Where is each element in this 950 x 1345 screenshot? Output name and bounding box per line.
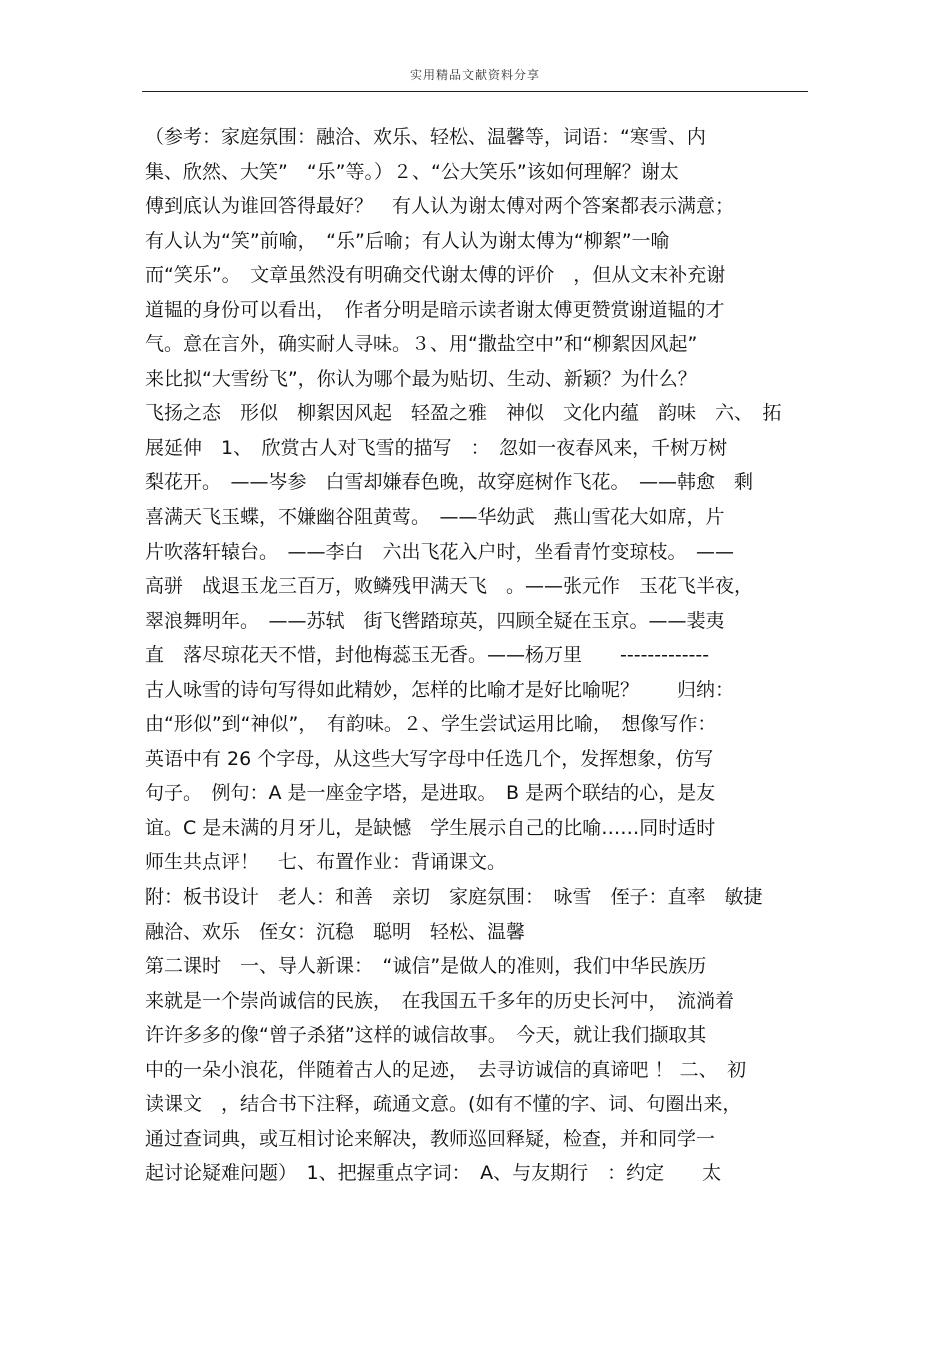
text-line: 而“笑乐”。 文章虽然没有明确交代谢太傅的评价 ，但从文末补充谢 bbox=[145, 264, 726, 287]
text-line: 起讨论疑难问题） 1、把握重点字词： A、与友期行 ：约定 太 bbox=[145, 1162, 722, 1185]
text-line: 古人咏雪的诗句写得如此精妙，怎样的比喻才是好比喻呢？ 归纳： bbox=[145, 678, 735, 701]
text-line: 来就是一个崇尚诚信的民族， 在我国五千多年的历史长河中， 流淌着 bbox=[145, 989, 735, 1012]
text-line: 傅到底认为谁回答得最好？ 有人认为谢太傅对两个答案都表示满意； bbox=[145, 195, 735, 218]
text-line: 片吹落轩辕台。 ——李白 六出飞花入户时，坐看青竹变琼枝。 —— bbox=[145, 540, 735, 563]
text-line: 气。意在言外，确实耐人寻味。３、用“撒盐空中”和“柳絮因风起” bbox=[145, 333, 698, 356]
text-line: 中的一朵小浪花，伴随着古人的足迹， 去寻访诚信的真谛吧 ！ 二、 初 bbox=[145, 1058, 747, 1081]
text-line: 飞扬之态 形似 柳絮因风起 轻盈之雅 神似 文化内蕴 韵味 六、 拓 bbox=[145, 402, 782, 425]
text-line: 有人认为“笑”前喻， “乐”后喻；有人认为谢太傅为“柳絮”一喻 bbox=[145, 229, 670, 252]
text-line: 读课文 ，结合书下注释，疏通文意。(如有不懂的字、词、句圈出来， bbox=[145, 1093, 742, 1116]
text-line: 梨花开。 ——岑参 白雪却嫌春色晚，故穿庭树作飞花。 ——韩愈 剩 bbox=[145, 471, 754, 494]
text-line: （参考：家庭氛围：融洽、欢乐、轻松、温馨等，词语：“寒雪、内 bbox=[145, 126, 706, 148]
text-line: 高骈 战退玉龙三百万，败鳞残甲满天飞 。——张元作 玉花飞半夜， bbox=[145, 575, 754, 598]
text-line: 来比拟“大雪纷飞”，你认为哪个最为贴切、生动、新颖？为什么？ bbox=[145, 367, 697, 390]
text-line: 附：板书设计 老人：和善 亲切 家庭氛围： 咏雪 侄子：直率 敏捷 bbox=[145, 886, 763, 909]
text-line: 喜满天飞玉蝶，不嫌幽谷阻黄莺。 ——华幼武 燕山雪花大如席，片 bbox=[145, 506, 725, 529]
text-line: 谊。C 是未满的月牙儿，是缺憾 学生展示自己的比喻……同时适时 bbox=[145, 816, 716, 839]
text-line: 翠浪舞明年。 ——苏轼 街飞辔踏琼英，四顾全疑在玉京。——裴夷 bbox=[145, 609, 725, 632]
text-line: 英语中有 26 个字母，从这些大写字母中任选几个，发挥想象，仿写 bbox=[145, 747, 714, 770]
document-body bbox=[145, 120, 810, 1191]
text-line: 通过查词典，或互相讨论来解决，教师巡回释疑，检查，并和同学一 bbox=[145, 1127, 716, 1150]
header-divider bbox=[142, 91, 808, 92]
text-line: 第二课时 一、导人新课： “诚信”是做人的准则，我们中华民族历 bbox=[145, 955, 707, 978]
text-line: 集、欣然、大笑” “乐”等。）２、“公大笑乐”该如何理解？谢太 bbox=[145, 160, 679, 183]
text-line: 句子。 例句：A 是一座金字塔，是进取。 B 是两个联结的心，是友 bbox=[145, 782, 716, 805]
text-line: 由“形似”到“神似”， 有韵味。２、学生尝试运用比喻， 想像写作： bbox=[145, 713, 717, 736]
text-line: 融洽、欢乐 侄女：沉稳 聪明 轻松、温馨 bbox=[145, 920, 526, 943]
page-header: 实用精品文献资料分享 bbox=[409, 68, 540, 82]
text-line: 许许多多的像“曾子杀猪”这样的诚信故事。 今天，就让我们撷取其 bbox=[145, 1024, 707, 1047]
text-line: 师生共点评！ 七、布置作业：背诵课文。 bbox=[145, 851, 507, 874]
text-line: 直 落尽琼花天不惜，封他梅蕊玉无香。——杨万里 ------------- bbox=[145, 644, 710, 667]
text-line: 道韫的身份可以看出， 作者分明是暗示读者谢太傅更赞赏谢道韫的才 bbox=[145, 298, 725, 321]
text-line: 展延伸 1、 欣赏古人对飞雪的描写 ： 忽如一夜春风来，千树万树 bbox=[145, 436, 728, 459]
